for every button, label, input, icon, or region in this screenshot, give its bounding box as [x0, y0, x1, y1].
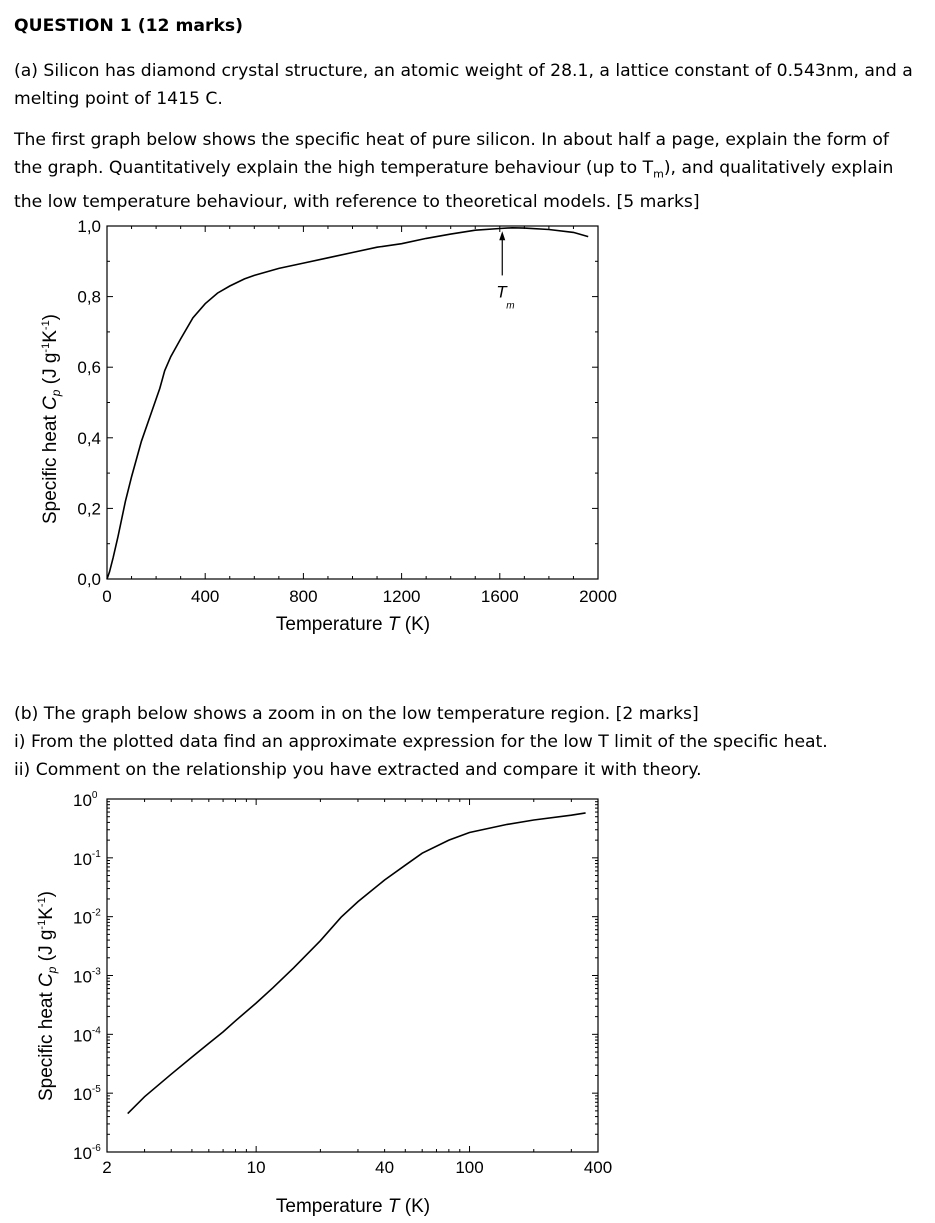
part-b-line-2: i) From the plotted data find an approximate expression for the low T limit of the specific heat. — [14, 732, 828, 752]
y-tick-label: $10^{-3}$ — [73, 966, 101, 987]
y-tick-label: 0,8 — [77, 287, 101, 307]
x-tick-label: 1600 — [480, 587, 519, 606]
series-line — [128, 813, 586, 1114]
x-tick-label: 2 — [102, 1158, 112, 1177]
x-tick-label: 2000 — [579, 587, 617, 606]
y-tick-label: 0,6 — [77, 358, 101, 378]
part-a-task-text-end: ), and qualitatively explain the low temperature behaviour, with reference to theoretical models. [5 marks] — [14, 158, 894, 213]
y-tick-label: $10^{-6}$ — [73, 1143, 101, 1163]
part-a-task-subscript: m — [653, 167, 664, 181]
part-a-task-text: The first graph below shows the specific heat of pure silicon. In about half a page, explain the form of the graph. Quantitatively explain the high temperature behaviour (up to T — [14, 130, 889, 178]
y-tick-label: $10^{-2}$ — [73, 907, 101, 928]
part-a-intro: (a) Silicon has diamond crystal structure, an atomic weight of 28.1, a lattice constant of 0.543nm, and a melting point of 1415 C. — [14, 61, 913, 109]
plot-frame — [107, 799, 598, 1152]
x-axis-label: Temperature T (K) — [275, 614, 431, 635]
x-tick-label: 40 — [375, 1158, 395, 1177]
question-heading: QUESTION 1 (12 marks) — [14, 16, 243, 36]
y-tick-label: 1,0 — [77, 217, 101, 236]
y-tick-label: 0,4 — [77, 428, 101, 448]
part-b-line-1: (b) The graph below shows a zoom in on the low temperature region. [2 marks] — [14, 704, 699, 724]
x-tick-label: 100 — [455, 1158, 484, 1177]
y-axis-label: Specific heat $C_p$ (J $g^{-1}K^{-1}$) — [36, 890, 59, 1102]
x-tick-label: 1200 — [382, 587, 421, 606]
y-tick-label: $10^0$ — [73, 790, 98, 810]
y-axis-label: Specific heat $C_p$ (J $g^{-1}K^{-1}$) — [40, 313, 63, 525]
y-tick-label: $10^{-5}$ — [73, 1084, 101, 1105]
x-tick-label: 400 — [583, 1158, 613, 1177]
x-tick-label: 10 — [246, 1158, 266, 1177]
tm-label-subscript: m — [506, 300, 515, 312]
tm-label: T — [496, 282, 507, 302]
part-b-line-3: ii) Comment on the relationship you have extracted and compare it with theory. — [14, 760, 702, 780]
y-tick-label: $10^{-1}$ — [73, 848, 101, 869]
y-tick-label: 0,0 — [77, 570, 101, 589]
x-axis-label: Temperature T (K) — [275, 1196, 431, 1217]
x-tick-label: 800 — [289, 587, 318, 606]
y-tick-label: $10^{-4}$ — [73, 1025, 101, 1046]
y-tick-label: 0,2 — [77, 499, 101, 519]
x-tick-label: 400 — [191, 587, 220, 606]
x-tick-label: 0 — [102, 587, 112, 606]
